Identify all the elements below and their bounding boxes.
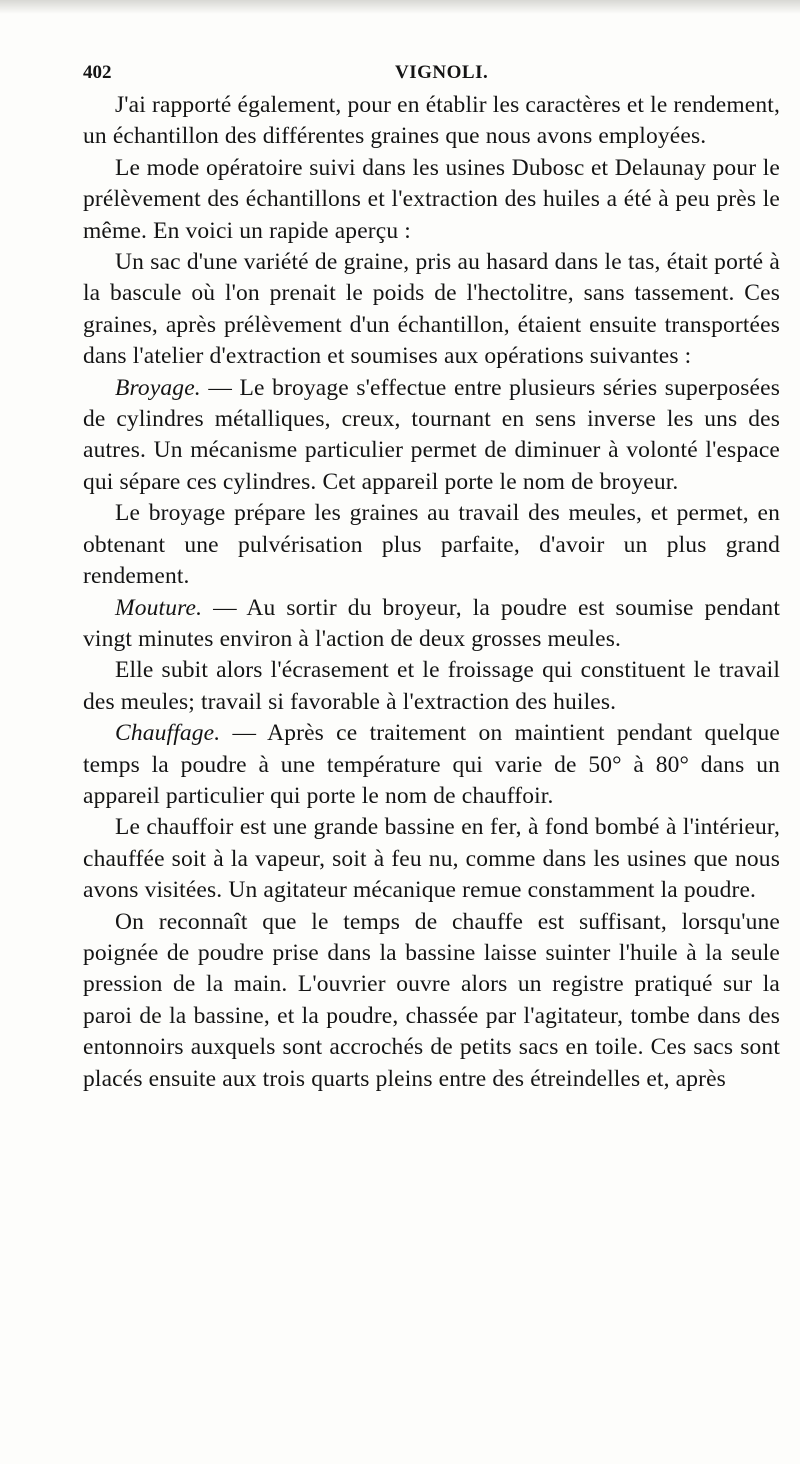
body-text	[83, 90, 780, 1095]
paragraph: Chauffage. — Après ce traitement on maintient pendant quelque temps la poudre à une température qui varie de 50° à 80° dans un appareil particulier qui porte le nom de chauffoir.	[83, 720, 780, 809]
page-number: 402	[83, 62, 112, 83]
paragraph: Le mode opératoire suivi dans les usines Dubosc et Delaunay pour le prélèvement des échantillons et l'extraction des huiles a été à peu près le même. En voici un rapide aperçu :	[83, 154, 780, 244]
section-heading-mouture: Mouture.	[115, 594, 203, 621]
paragraph: Le broyage prépare les graines au travail des meules, et permet, en obtenant une pulvérisation plus parfaite, d'avoir un plus grand rendement.	[83, 500, 780, 590]
paragraph: On reconnaît que le temps de chauffe est suffisant, lorsqu'une poignée de poudre prise dans la bassine laisse suinter l'huile à la seule pression de la main. L'ouvrier ouvre alors un registre pratiqué sur la paroi de la bassine, et la poudre, chassée par l'agitateur, tombe dans des entonnoirs auxquels sont accrochés de petits sacs en toile. Ces sacs sont placés ensuite aux trois quarts pleins entre des étreindelles et, après	[83, 908, 780, 1092]
section-heading-broyage: Broyage.	[115, 374, 201, 401]
section-heading-chauffage: Chauffage.	[115, 720, 221, 747]
paragraph: Le chauffoir est une grande bassine en fer, à fond bombé à l'intérieur, chauffée soit à la vapeur, soit à feu nu, comme dans les usines que nous avons visitées. Un agitateur mécanique remue constamment la poudre.	[83, 814, 780, 904]
page-header	[83, 58, 780, 88]
paragraph: Elle subit alors l'écrasement et le froissage qui constituent le travail des meules; travail si favorable à l'extraction des huiles.	[83, 657, 780, 715]
paragraph: Mouture. — Au sortir du broyeur, la poudre est soumise pendant vingt minutes environ à l'action de deux grosses meules.	[83, 594, 780, 652]
paragraph: Un sac d'une variété de graine, pris au hasard dans le tas, était porté à la bascule où l'on prenait le poids de l'hectolitre, sans tassement. Ces graines, après prélèvement d'un échantillon, étaient ensuite transportées dans l'atelier d'extraction et soumises aux opérations suivantes :	[83, 249, 780, 370]
paragraph: Broyage. — Le broyage s'effectue entre plusieurs séries superposées de cylindres métalliques, creux, tournant en sens inverse les uns des autres. Un mécanisme particulier permet de diminuer à volonté l'espace qui sépare ces cylindres. Cet appareil porte le nom de broyeur.	[83, 374, 780, 495]
running-title: VIGNOLI.	[395, 62, 489, 83]
paragraph: J'ai rapporté également, pour en établir les caractères et le rendement, un échantillon des différentes graines que nous avons employées.	[83, 92, 780, 150]
